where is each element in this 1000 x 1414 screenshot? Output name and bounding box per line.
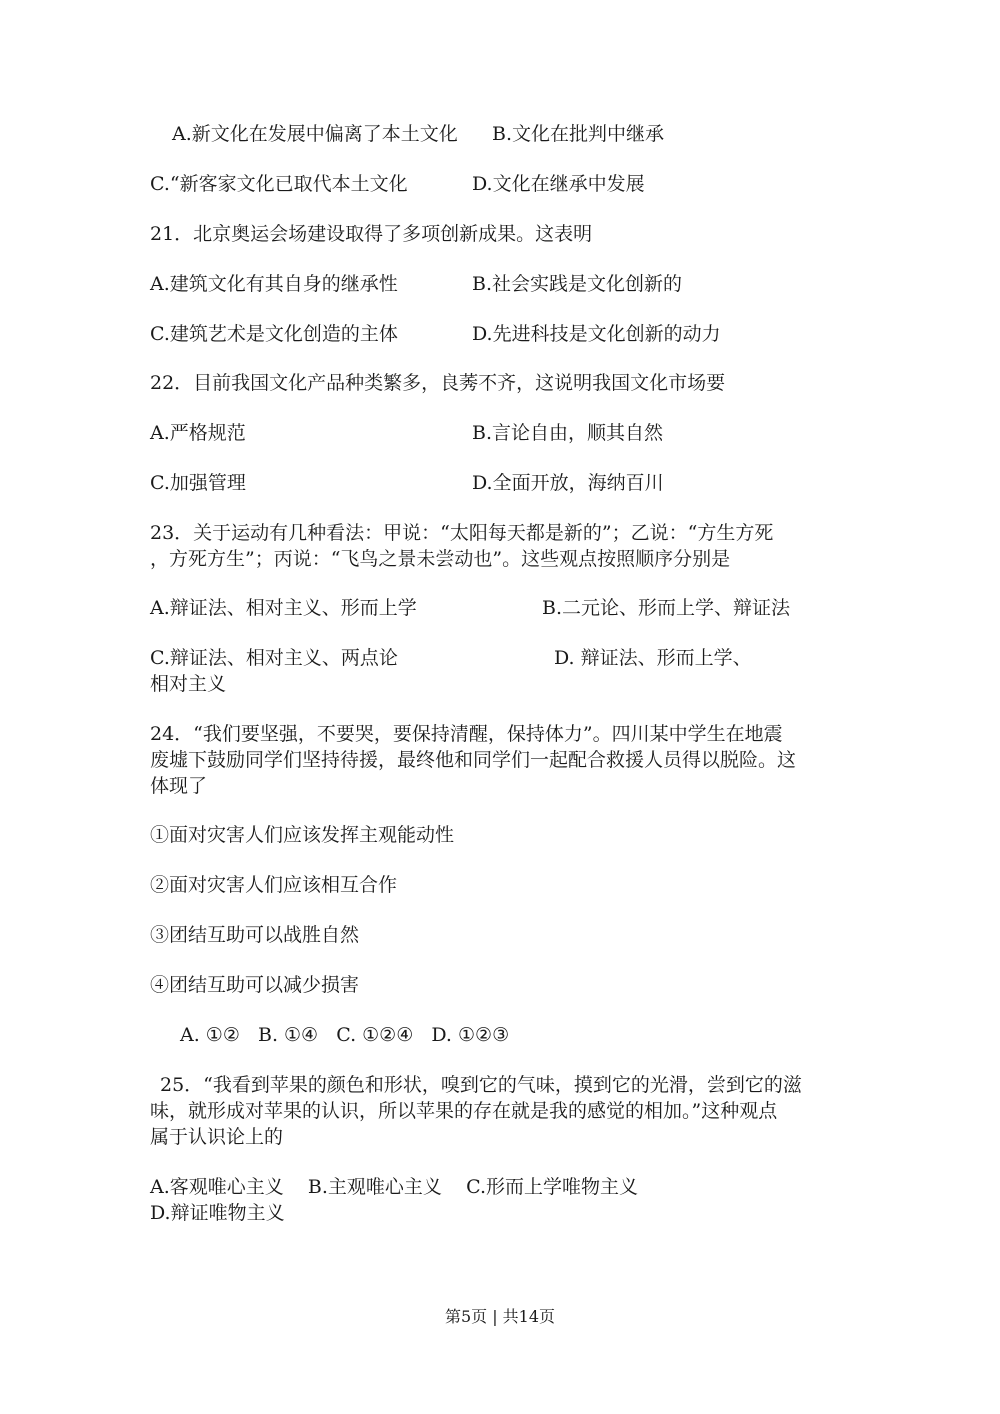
q22-stem: 22．目前我国文化产品种类繁多，良莠不齐，这说明我国文化市场要	[150, 372, 726, 394]
q21-option-a: A.建筑文化有其自身的继承性	[150, 273, 398, 295]
q25-options-line1: A.客观唯心主义 B.主观唯心主义 C.形而上学唯物主义	[150, 1176, 638, 1198]
page-number: 第5页 | 共14页	[444, 1307, 556, 1326]
q23-stem-line2: ，方死方生”；丙说：“飞鸟之景未尝动也”。这些观点按照顺序分别是	[150, 548, 731, 570]
q23-option-b: B.二元论、形而上学、辩证法	[542, 597, 791, 619]
q24-stem-line2: 废墟下鼓励同学们坚持待援，最终他和同学们一起配合救援人员得以脱险。这	[150, 749, 797, 771]
q24-stem-line3: 体现了	[150, 775, 208, 797]
q21-stem: 21．北京奥运会场建设取得了多项创新成果。这表明	[150, 223, 593, 245]
q22-option-c: C.加强管理	[150, 472, 246, 494]
q20-option-b: B.文化在批判中继承	[492, 123, 665, 145]
q24-statement-4: ④团结互助可以减少损害	[150, 974, 360, 996]
q24-statement-1: ①面对灾害人们应该发挥主观能动性	[150, 824, 455, 846]
q25-stem-line3: 属于认识论上的	[150, 1126, 284, 1148]
q23-stem-line1: 23．关于运动有几种看法：甲说：“太阳每天都是新的”；乙说：“方生方死	[150, 522, 774, 544]
q24-answer-options: A. ①② B. ①④ C. ①②④ D. ①②③	[180, 1024, 510, 1046]
q25-stem-line1: 25．“我看到苹果的颜色和形状，嗅到它的气味，摸到它的光滑，尝到它的滋	[160, 1074, 802, 1096]
q24-statement-3: ③团结互助可以战胜自然	[150, 924, 360, 946]
q22-option-a: A.严格规范	[150, 422, 246, 444]
q23-option-d-line2: 相对主义	[150, 673, 227, 695]
q21-option-c: C.建筑艺术是文化创造的主体	[150, 323, 398, 345]
q23-option-a: A.辩证法、相对主义、形而上学	[150, 597, 417, 619]
q23-option-d-line1: D. 辩证法、形而上学、	[554, 647, 752, 669]
q22-option-d: D.全面开放，海纳百川	[472, 472, 664, 494]
q20-option-a: A.新文化在发展中偏离了本土文化	[172, 123, 458, 145]
q20-option-c: C.“新客家文化已取代本土文化	[150, 173, 408, 195]
q25-stem-line2: 味，就形成对苹果的认识，所以苹果的存在就是我的感觉的相加。”这种观点	[150, 1100, 778, 1122]
q21-option-b: B.社会实践是文化创新的	[472, 273, 683, 295]
q25-options-line2: D.辩证唯物主义	[150, 1202, 285, 1224]
q20-option-d: D.文化在继承中发展	[472, 173, 645, 195]
q22-option-b: B.言论自由，顺其自然	[472, 422, 664, 444]
q21-option-d: D.先进科技是文化创新的动力	[472, 323, 721, 345]
q24-stem-line1: 24．“我们要坚强，不要哭，要保持清醒，保持体力”。四川某中学生在地震	[150, 723, 783, 745]
q23-option-c: C.辩证法、相对主义、两点论	[150, 647, 398, 669]
q24-statement-2: ②面对灾害人们应该相互合作	[150, 874, 398, 896]
